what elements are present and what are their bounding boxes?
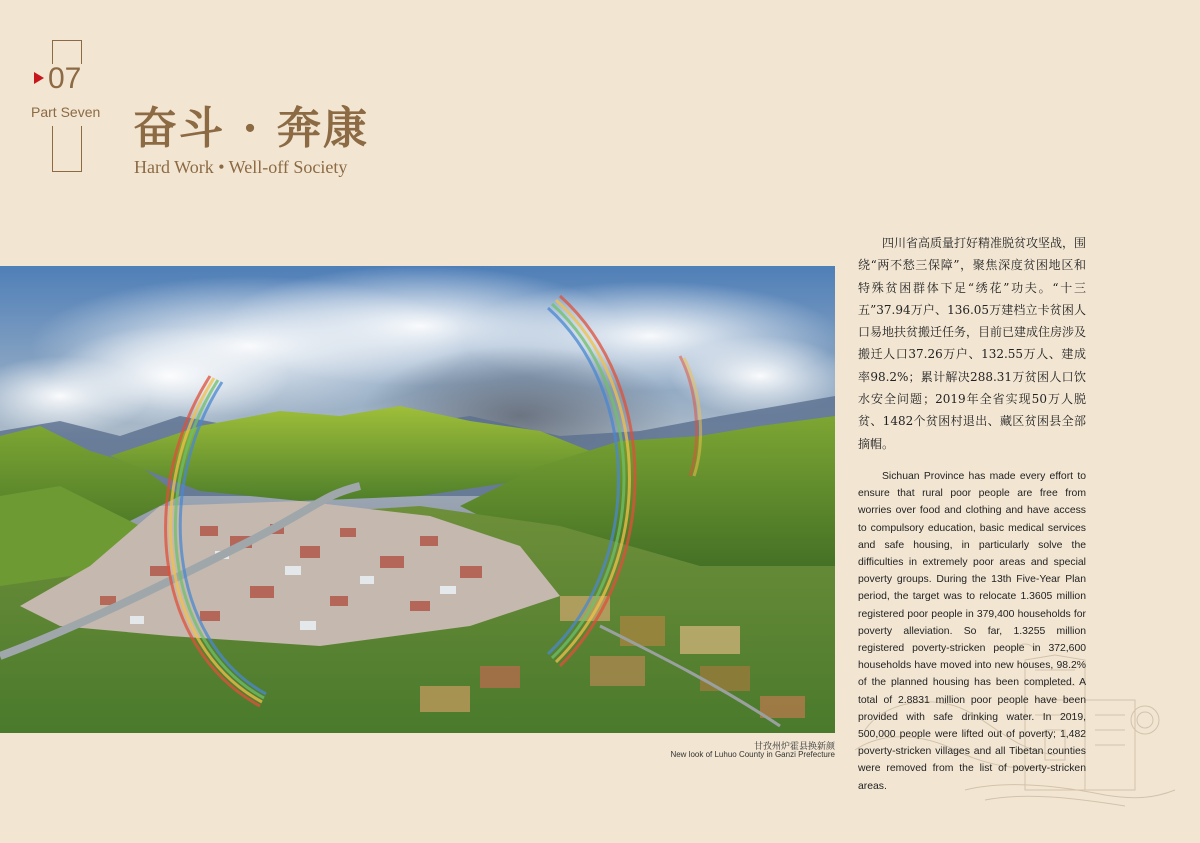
section-title-english: Hard Work • Well-off Society	[134, 157, 348, 177]
photo-caption-chinese: 甘孜州炉霍县换新颜	[753, 741, 835, 751]
photo-caption-english: New look of Luhuo County in Ganzi Prefecture	[670, 750, 835, 759]
red-triangle-icon	[34, 72, 44, 84]
body-text-english	[858, 468, 1086, 795]
part-label: Part Seven	[31, 104, 101, 120]
part-number: 07	[48, 62, 82, 95]
section-title-chinese: 奋斗 · 奔康	[133, 103, 369, 154]
body-text-chinese: 四川省高质量打好精准脱贫攻坚战，围绕“两不愁三保障”，聚焦深度贫困地区和特殊贫困群体下足“绣花”功夫。“十三五”37.94万户、136.05万建档立卡贫困人口易地扶贫搬迁任务，目前已建成住房涉及搬迁人口37.26万户、132.55万人、建成率98.2%；累计解决288.31万贫困人口饮水安全问题；2019年全省实现50万人脱贫、1482个贫困村退出、藏区贫困县全部摘帽。	[858, 236, 1087, 451]
aerial-photo-luhuo-county	[0, 266, 835, 733]
body-text-english-content: Sichuan Province has made every effort to ensure that rural poor people are free from worries over food and clothing and have access to compulsory education, basic medical services and safe housing, in particularly solve the difficulties in extremely poor areas and special poverty groups. During the 13th Five-Year Plan period, the target was to relocate 1.3605 million registered poor people in 379,400 households for poverty alleviation. So far, 1.3255 million registered poverty-stricken people in 372,600 households have moved into new houses, 98.2% of the planned housing has been completed. A total of 2.8831 million poor people have been provided with safe drinking water. In 2019, 500,000 people were lifted out of poverty; 1,482 poverty-stricken villages and all Tibetan counties were removed from the list of poverty-stricken areas.	[858, 471, 1086, 792]
